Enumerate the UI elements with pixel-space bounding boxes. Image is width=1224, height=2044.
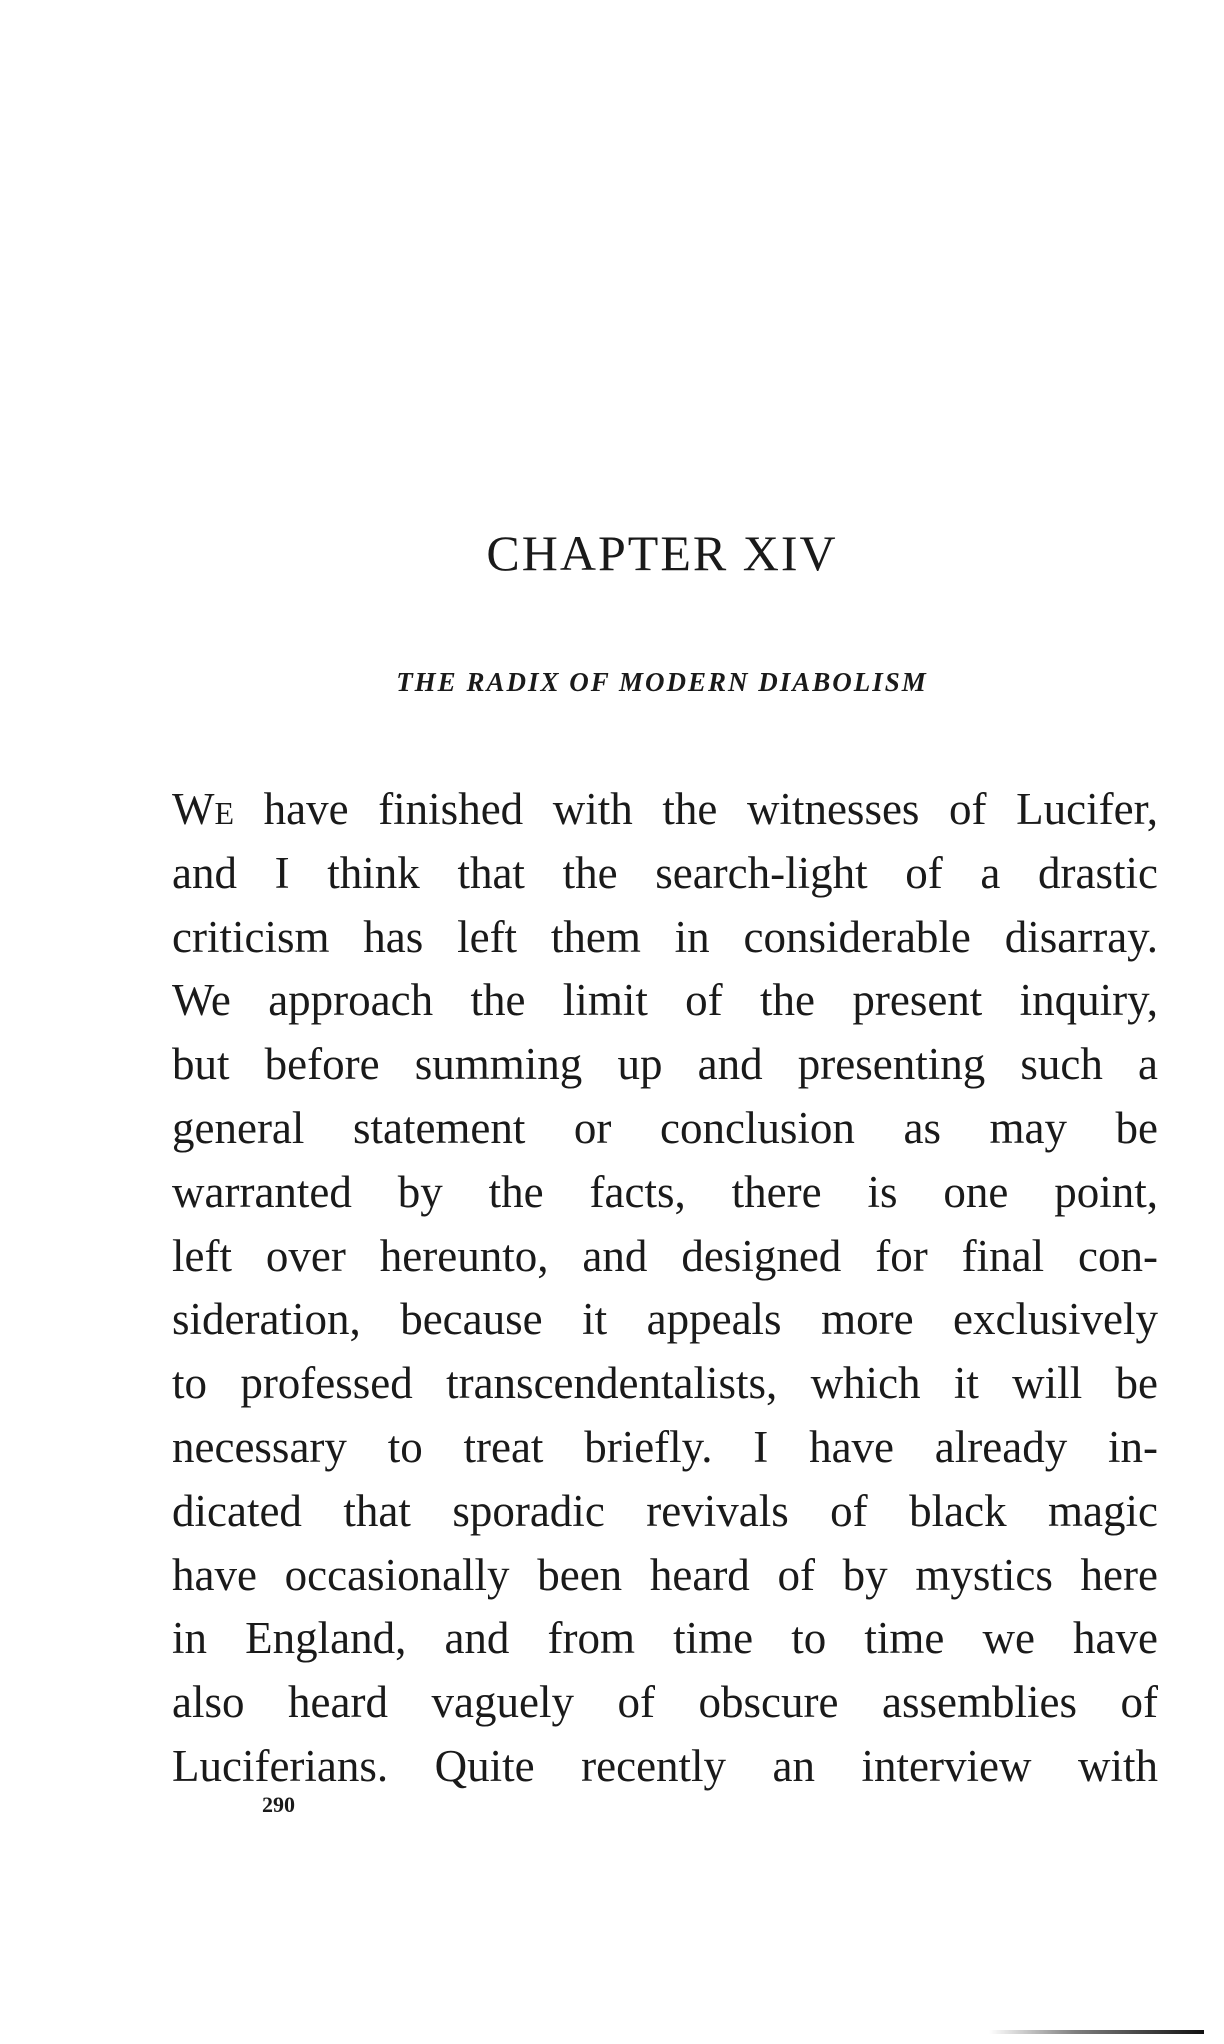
text-line: and I think that the search-light of a drastic: [172, 847, 1158, 898]
text-line: to professed transcendentalists, which it will be: [172, 1358, 1158, 1409]
text-line-content: have finished with the witnesses of Lucifer,: [263, 784, 1158, 834]
text-line: have occasionally been heard of by mystics here: [172, 1549, 1158, 1600]
text-line: [172, 778, 1158, 842]
page-number: 290: [262, 1792, 295, 1817]
chapter-heading: CHAPTER XIV: [486, 525, 838, 581]
text-line: also heard vaguely of obscure assemblies of: [172, 1677, 1158, 1728]
text-line: left over hereunto, and designed for final con-: [172, 1230, 1158, 1281]
text-line: warranted by the facts, there is one point,: [172, 1166, 1158, 1217]
text-line: dicated that sporadic revivals of black magic: [172, 1485, 1158, 1536]
text-line: criticism has left them in considerable disarray.: [172, 911, 1158, 962]
text-line: but before summing up and presenting such a: [172, 1039, 1158, 1090]
text-line: sideration, because it appeals more exclusively: [172, 1294, 1158, 1345]
text-line: general statement or conclusion as may be: [172, 1102, 1158, 1153]
opening-word: We: [172, 784, 235, 834]
text-line: in England, and from time to time we have: [172, 1613, 1158, 1664]
body-paragraph: [172, 778, 1158, 1799]
scan-edge-mark: [989, 2030, 1204, 2034]
text-line: Luciferians. Quite recently an interview with: [172, 1740, 1158, 1791]
text-line: We approach the limit of the present inquiry,: [172, 975, 1158, 1026]
text-line: necessary to treat briefly. I have already in-: [172, 1421, 1158, 1472]
chapter-subtitle: THE RADIX OF MODERN DIABOLISM: [396, 667, 928, 697]
